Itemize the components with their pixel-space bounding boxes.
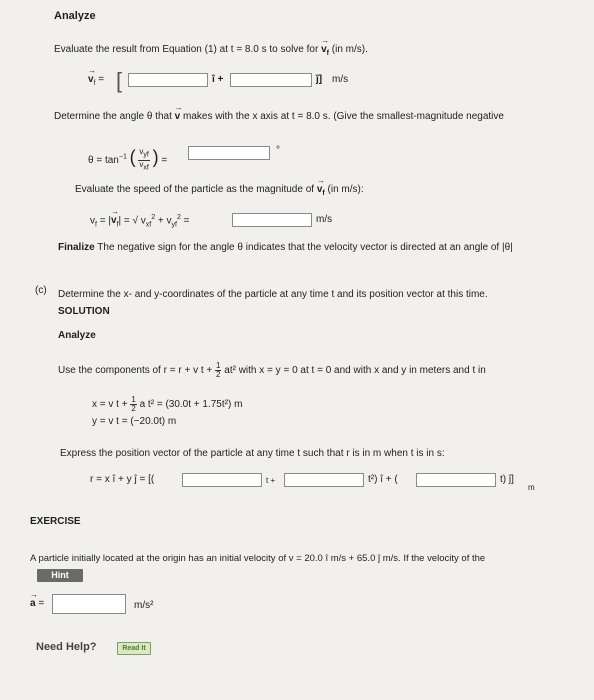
analyze-header: Analyze [54, 10, 96, 22]
vf-j-input[interactable] [230, 73, 312, 87]
rf-unit: m [528, 483, 535, 492]
express-prompt: Express the position vector of the particle at any time t such that r is in m when t is in s: [60, 448, 445, 459]
part-c-text: Determine the x- and y-coordinates of the particle at any time t and its position vector at this time. [58, 289, 488, 300]
speed-equation: $v_f$ = |→ $v_f|$ = √ $v_{xf}^2 + v_{yf}^2$ = [90, 214, 189, 228]
read-it-button[interactable]: Read It [117, 642, 151, 655]
t-j-label: t) ĵ] [500, 474, 514, 485]
t-plus-label: t + [266, 476, 276, 485]
eval-prompt: Evaluate the result from Equation (1) at t = 8.0 s to solve for → $v_f$ (in m/s). [54, 44, 368, 57]
rf-y-t-input[interactable] [416, 473, 496, 487]
speed-prompt: Evaluate the speed of the particle as the magnitude of → $v_f$ (in m/s): [75, 184, 364, 197]
yf-equation: y = v t = (−20.0t) m [92, 416, 177, 427]
i-hat-label: î + [212, 74, 224, 85]
exercise-text: A particle initially located at the origin has an initial velocity of v = 20.0 î m/s + 65.0 ĵ m/s. If the velocity of the [30, 553, 486, 564]
theta-input[interactable] [188, 146, 270, 160]
part-c-label: (c) [35, 285, 47, 296]
vf-i-input[interactable] [128, 73, 208, 87]
speed-input[interactable] [232, 213, 312, 227]
degree-unit: ° [276, 145, 280, 156]
vf-label: → $v_f$ = [88, 74, 104, 87]
xf-equation: x = v t + $\frac{1}{2}$ a t² = (30.0t + 1.75t²) m [92, 395, 243, 413]
acceleration-input[interactable] [52, 594, 126, 614]
need-help-label: Need Help? [36, 641, 97, 653]
theta-equation: $\theta = \tan^{-1}$ ( $\frac{v_{yf}}{v_{xf}}$ ) = [88, 147, 168, 172]
open-bracket: [ [116, 68, 123, 93]
finalize-line: Finalize The negative sign for the angle θ indicates that the velocity vector is directed at an angle of |θ| [58, 242, 513, 253]
j-hat-label: ĵ] [316, 74, 323, 85]
speed-unit: m/s [316, 214, 333, 225]
angle-prompt: Determine the angle θ that → v makes with the x axis at t = 8.0 s. (Give the smallest-magnitude negative [54, 111, 504, 122]
t2-i-label: t²) î + ( [368, 474, 398, 485]
exercise-header: EXERCISE [30, 516, 81, 527]
hint-button[interactable]: Hint [37, 569, 83, 582]
rf-equation: r = x î + y ĵ = [( [90, 474, 155, 485]
vf-unit: m/s [332, 74, 349, 85]
rf-x-t2-input[interactable] [284, 473, 364, 487]
rf-x-t-input[interactable] [182, 473, 262, 487]
components-line: Use the components of r = r + v t + $\frac{1}{2}$ at² with x = y = 0 at t = 0 and with x and y in meters and t in [58, 361, 486, 379]
analyze-header-2: Analyze [58, 330, 96, 341]
acceleration-unit: m/s² [134, 600, 154, 611]
solution-header: SOLUTION [58, 306, 110, 317]
a-label: → a = [30, 598, 44, 609]
